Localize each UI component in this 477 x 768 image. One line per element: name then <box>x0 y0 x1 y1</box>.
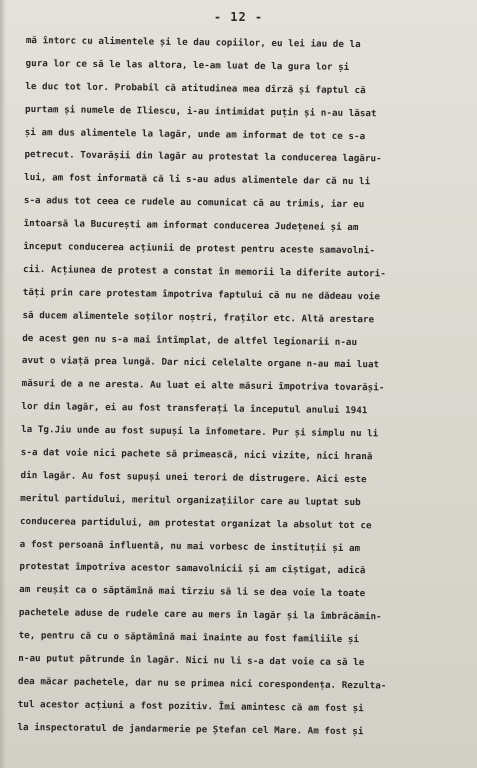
text-line: pachetele aduse de rudele care au mers în lagăr și la îmbrăcămin- <box>18 607 382 623</box>
text-line: avut o viață prea lungă. Dar nici celelalte organe n-au mai luat <box>21 355 380 371</box>
text-line: dea măcar pachetele, dar nu se primea nici corespondența. Rezulta- <box>17 675 387 692</box>
text-line: tăți prin care protestam împotriva faptului că nu ne dădeau voie <box>22 286 381 303</box>
text-line: s-a dat voie nici pachete să primească, nici vizite, nici hrană <box>20 447 373 463</box>
text-line: mă întorc cu alimentele și le dau copiilor, eu lei iau de la <box>25 34 361 51</box>
page-number: - 12 - <box>213 10 264 24</box>
text-line: protestat împotriva acestor samavolnicii și am cîștigat, adică <box>19 561 366 577</box>
text-line: lor din lagăr, ei au fost transferați la începutul anului 1941 <box>21 401 368 417</box>
text-line: petrecut. Tovarășii din lagăr au protestat la conducerea lagăru- <box>24 149 382 165</box>
text-line: măsuri de a ne aresta. Au luat ei alte măsuri împotriva tovarăși- <box>21 378 385 394</box>
text-line: meritul partidului, meritul organizațiilor care au luptat sub <box>20 492 361 508</box>
text-line: conducerea partidului, am protestat organizat la absolut tot ce <box>19 515 372 531</box>
text-line: din lagăr. Au fost supuși unei terori de distrugere. Aici este <box>20 469 367 486</box>
text-line: și am dus alimentele la lagăr, unde am informat de tot ce s-a <box>24 126 366 142</box>
text-line: întoarsă la București am informat conducerea Județenei și am <box>23 218 359 234</box>
text-line: gura lor ce să le las altora, le-am luat de la gura lor și <box>25 57 350 73</box>
text-line: început conducerea acțiunii de protest pentru aceste samavolni- <box>23 240 376 257</box>
text-line: la inspectoratul de jandarmerie pe Ștefan cel Mare. Am fost și <box>17 721 364 737</box>
text-line: la Tg.Jiu unde au fost supuși la înfometare. Pur și simplu nu li <box>21 424 379 440</box>
text-line: lui, am fost informată că li s-au adus alimentele dar că nu li <box>24 172 371 188</box>
text-line: a fost persoană influentă, nu mai vorbesc de instituții și am <box>19 538 361 554</box>
page-edge-shadow <box>0 0 6 768</box>
text-line: de acest gen nu s-a mai întîmplat, de altfel legionarii n-au <box>22 332 358 348</box>
text-line: s-a adus tot ceea ce rudele au comunicat că au trimis, iar eu <box>23 195 365 211</box>
text-line: cii. Acțiunea de protest a constat în memorii la diferite autori- <box>23 263 386 280</box>
text-line: tul acestor acțiuni a fost pozitiv. Îmi amintesc că am fost și <box>17 698 364 715</box>
typewritten-text-block <box>17 30 472 745</box>
text-line: purtam și numele de Iliescu, i-au intimidat puțin și n-au lăsat <box>24 103 377 119</box>
text-line: le duc tot lor. Probabil că atitudinea mea dîrză și faptul că <box>25 80 366 96</box>
text-line: te, pentru că cu o săptămînă mai înainte au fost familiile și <box>18 630 360 646</box>
text-line: să ducem alimentele soților noștri, fraților etc. Altă arestare <box>22 309 375 325</box>
text-line: am reușit ca o săptămînă mai tîrziu să li se dea voie la toate <box>19 584 366 600</box>
text-line: n-au putut pătrunde în lagăr. Nici nu li s-a dat voie ca să le <box>18 653 365 669</box>
